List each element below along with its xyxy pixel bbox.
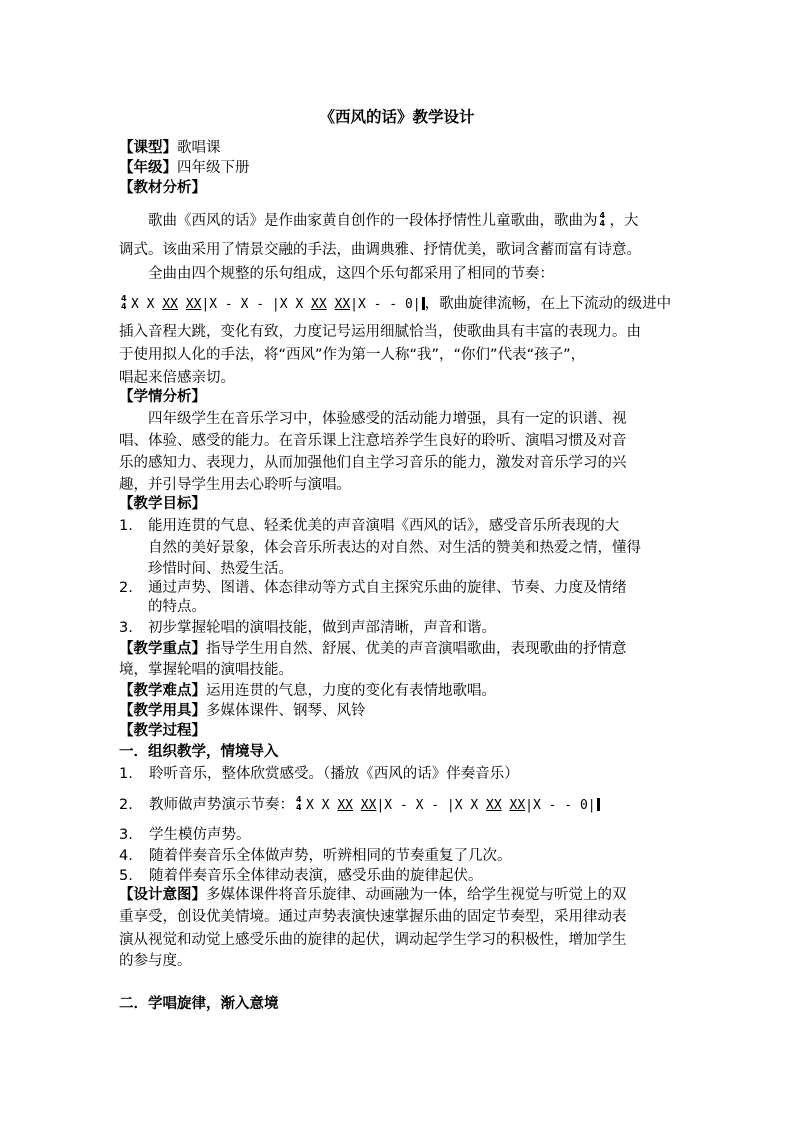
goal-1-line3: 珍惜时间、热爱生活。 bbox=[148, 561, 293, 577]
step-5: 5. 随着伴奏音乐全体律动表演，感受乐曲的旋律起伏。 bbox=[119, 868, 483, 884]
analysis-p2-line3: 插入音程大跳，变化有致，力度记号运用细腻恰当，使歌曲具有丰富的表现力。由 bbox=[119, 324, 641, 340]
difficulty-line: 【教学难点】运用连贯的气息，力度的变化有表情地歌唱。 bbox=[119, 683, 496, 699]
rhythm-pattern: X X XX XX|X - X - |X X XX XX|X - - 0| bbox=[131, 297, 421, 312]
document-title: 《西风的话》教学设计 bbox=[319, 108, 475, 126]
rhythm-pattern: X X XX XX|X - X - |X X XX XX|X - - 0| bbox=[306, 798, 596, 813]
analysis-p1-line2: 调式。该曲采用了情景交融的手法，曲调典雅、抒情优美，歌词含蓄而富有诗意。 bbox=[119, 242, 641, 258]
focus-tag: 【教学重点】 bbox=[119, 641, 206, 657]
course-type-line bbox=[119, 138, 221, 158]
learner-line4: 趣，并引导学生用去心聆听与演唱。 bbox=[119, 477, 351, 493]
goal-2-line2: 的特点。 bbox=[148, 599, 206, 615]
intent-line1: 【设计意图】多媒体课件将音乐旋律、动画融为一体，给学生视觉与听觉上的双 bbox=[119, 887, 627, 903]
end-barline bbox=[597, 798, 600, 811]
rhythm-line: 4 4 X X XX XX|X - X - |X X XX XX|X - - 0| ，歌曲旋律流畅，在上下流动的级进中 bbox=[121, 294, 672, 312]
difficulty-tag: 【教学难点】 bbox=[119, 683, 206, 699]
analysis-p2-line5: 唱起来倍感亲切。 bbox=[119, 370, 235, 386]
learner-line2: 唱、体验、感受的能力。在音乐课上注意培养学生良好的聆听、演唱习惯及对音 bbox=[119, 433, 627, 449]
grade-value: 四年级下册 bbox=[177, 160, 250, 176]
intent-line4: 的参与度。 bbox=[119, 953, 192, 969]
step-1: 1. 聆听音乐，整体欣赏感受。（播放《西风的话》伴奏音乐） bbox=[119, 766, 519, 782]
analysis-p1-line1: 歌曲《西风的话》是作曲家黄自创作的一段体抒情性儿童歌曲，歌曲为 4 4 ，大 bbox=[148, 211, 639, 229]
goal-3-line1: 初步掌握轮唱的演唱技能，做到声部清晰，声音和谐。 bbox=[148, 620, 496, 636]
intent-tag: 【设计意图】 bbox=[119, 887, 206, 903]
process-heading: 【教学过程】 bbox=[119, 723, 206, 739]
goal-1-line1: 能用连贯的气息、轻柔优美的声音演唱《西风的话》，感受音乐所表现的大 bbox=[148, 518, 620, 534]
focus-line1: 【教学重点】指导学生用自然、舒展、优美的声音演唱歌曲，表现歌曲的抒情意 bbox=[119, 641, 627, 657]
step-4: 4. 随着伴奏音乐全体做声势，听辨相同的节奏重复了几次。 bbox=[119, 848, 512, 864]
course-type-tag: 【课型】 bbox=[119, 140, 177, 156]
step-3: 3. 学生模仿声势。 bbox=[119, 827, 251, 843]
time-signature: 4 4 bbox=[296, 795, 302, 812]
learner-line3: 乐的感知力、表现力，从而加强他们自主学习音乐的能力，激发对音乐学习的兴 bbox=[119, 455, 627, 471]
goal-1-number: 1. bbox=[119, 518, 133, 534]
learner-line1: 四年级学生在音乐学习中，体验感受的活动能力增强，具有一定的识谱、视 bbox=[148, 411, 627, 427]
goals-heading: 【教学目标】 bbox=[119, 496, 206, 512]
grade-line bbox=[119, 158, 250, 178]
tools-tag: 【教学用具】 bbox=[119, 703, 206, 719]
goal-3-number: 3. bbox=[119, 620, 133, 636]
goal-1-line2: 自然的美好景象，体会音乐所表达的对自然、对生活的赞美和热爱之情，懂得 bbox=[148, 540, 641, 556]
focus-line2: 境，掌握轮唱的演唱技能。 bbox=[119, 662, 293, 678]
step-2: 2. 教师做声势演示节奏： 4 4 X X XX XX|X - X - |X X XX XX|X - - 0| bbox=[119, 795, 600, 816]
time-signature: 4 4 bbox=[599, 211, 606, 228]
goal-2-line1: 通过声势、图谱、体态律动等方式自主探究乐曲的旋律、节奏、力度及情绪 bbox=[148, 580, 627, 596]
time-signature: 4 4 bbox=[121, 294, 127, 311]
process-section-2-heading: 二．学唱旋律，渐入意境 bbox=[119, 996, 279, 1012]
analysis-p2-line1: 全曲由四个规整的乐句组成，这四个乐句都采用了相同的节奏： bbox=[148, 266, 554, 282]
grade-tag: 【年级】 bbox=[119, 160, 177, 176]
tools-line: 【教学用具】多媒体课件、钢琴、风铃 bbox=[119, 703, 366, 719]
goal-2-number: 2. bbox=[119, 580, 133, 596]
course-type-value: 歌唱课 bbox=[177, 140, 221, 156]
intent-line3: 演从视觉和动觉上感受乐曲的旋律的起伏，调动起学生学习的积极性，增加学生 bbox=[119, 932, 627, 948]
intent-line2: 重享受，创设优美情境。通过声势表演快速掌握乐曲的固定节奏型，采用律动表 bbox=[119, 909, 627, 925]
learner-heading: 【学情分析】 bbox=[119, 389, 206, 405]
process-section-1-heading: 一．组织教学，情境导入 bbox=[119, 744, 279, 760]
analysis-heading: 【教材分析】 bbox=[119, 180, 206, 196]
analysis-p2-line4: 于使用拟人化的手法，将“西风”作为第一人称“我”，“你们”代表“孩子”， bbox=[119, 347, 586, 363]
